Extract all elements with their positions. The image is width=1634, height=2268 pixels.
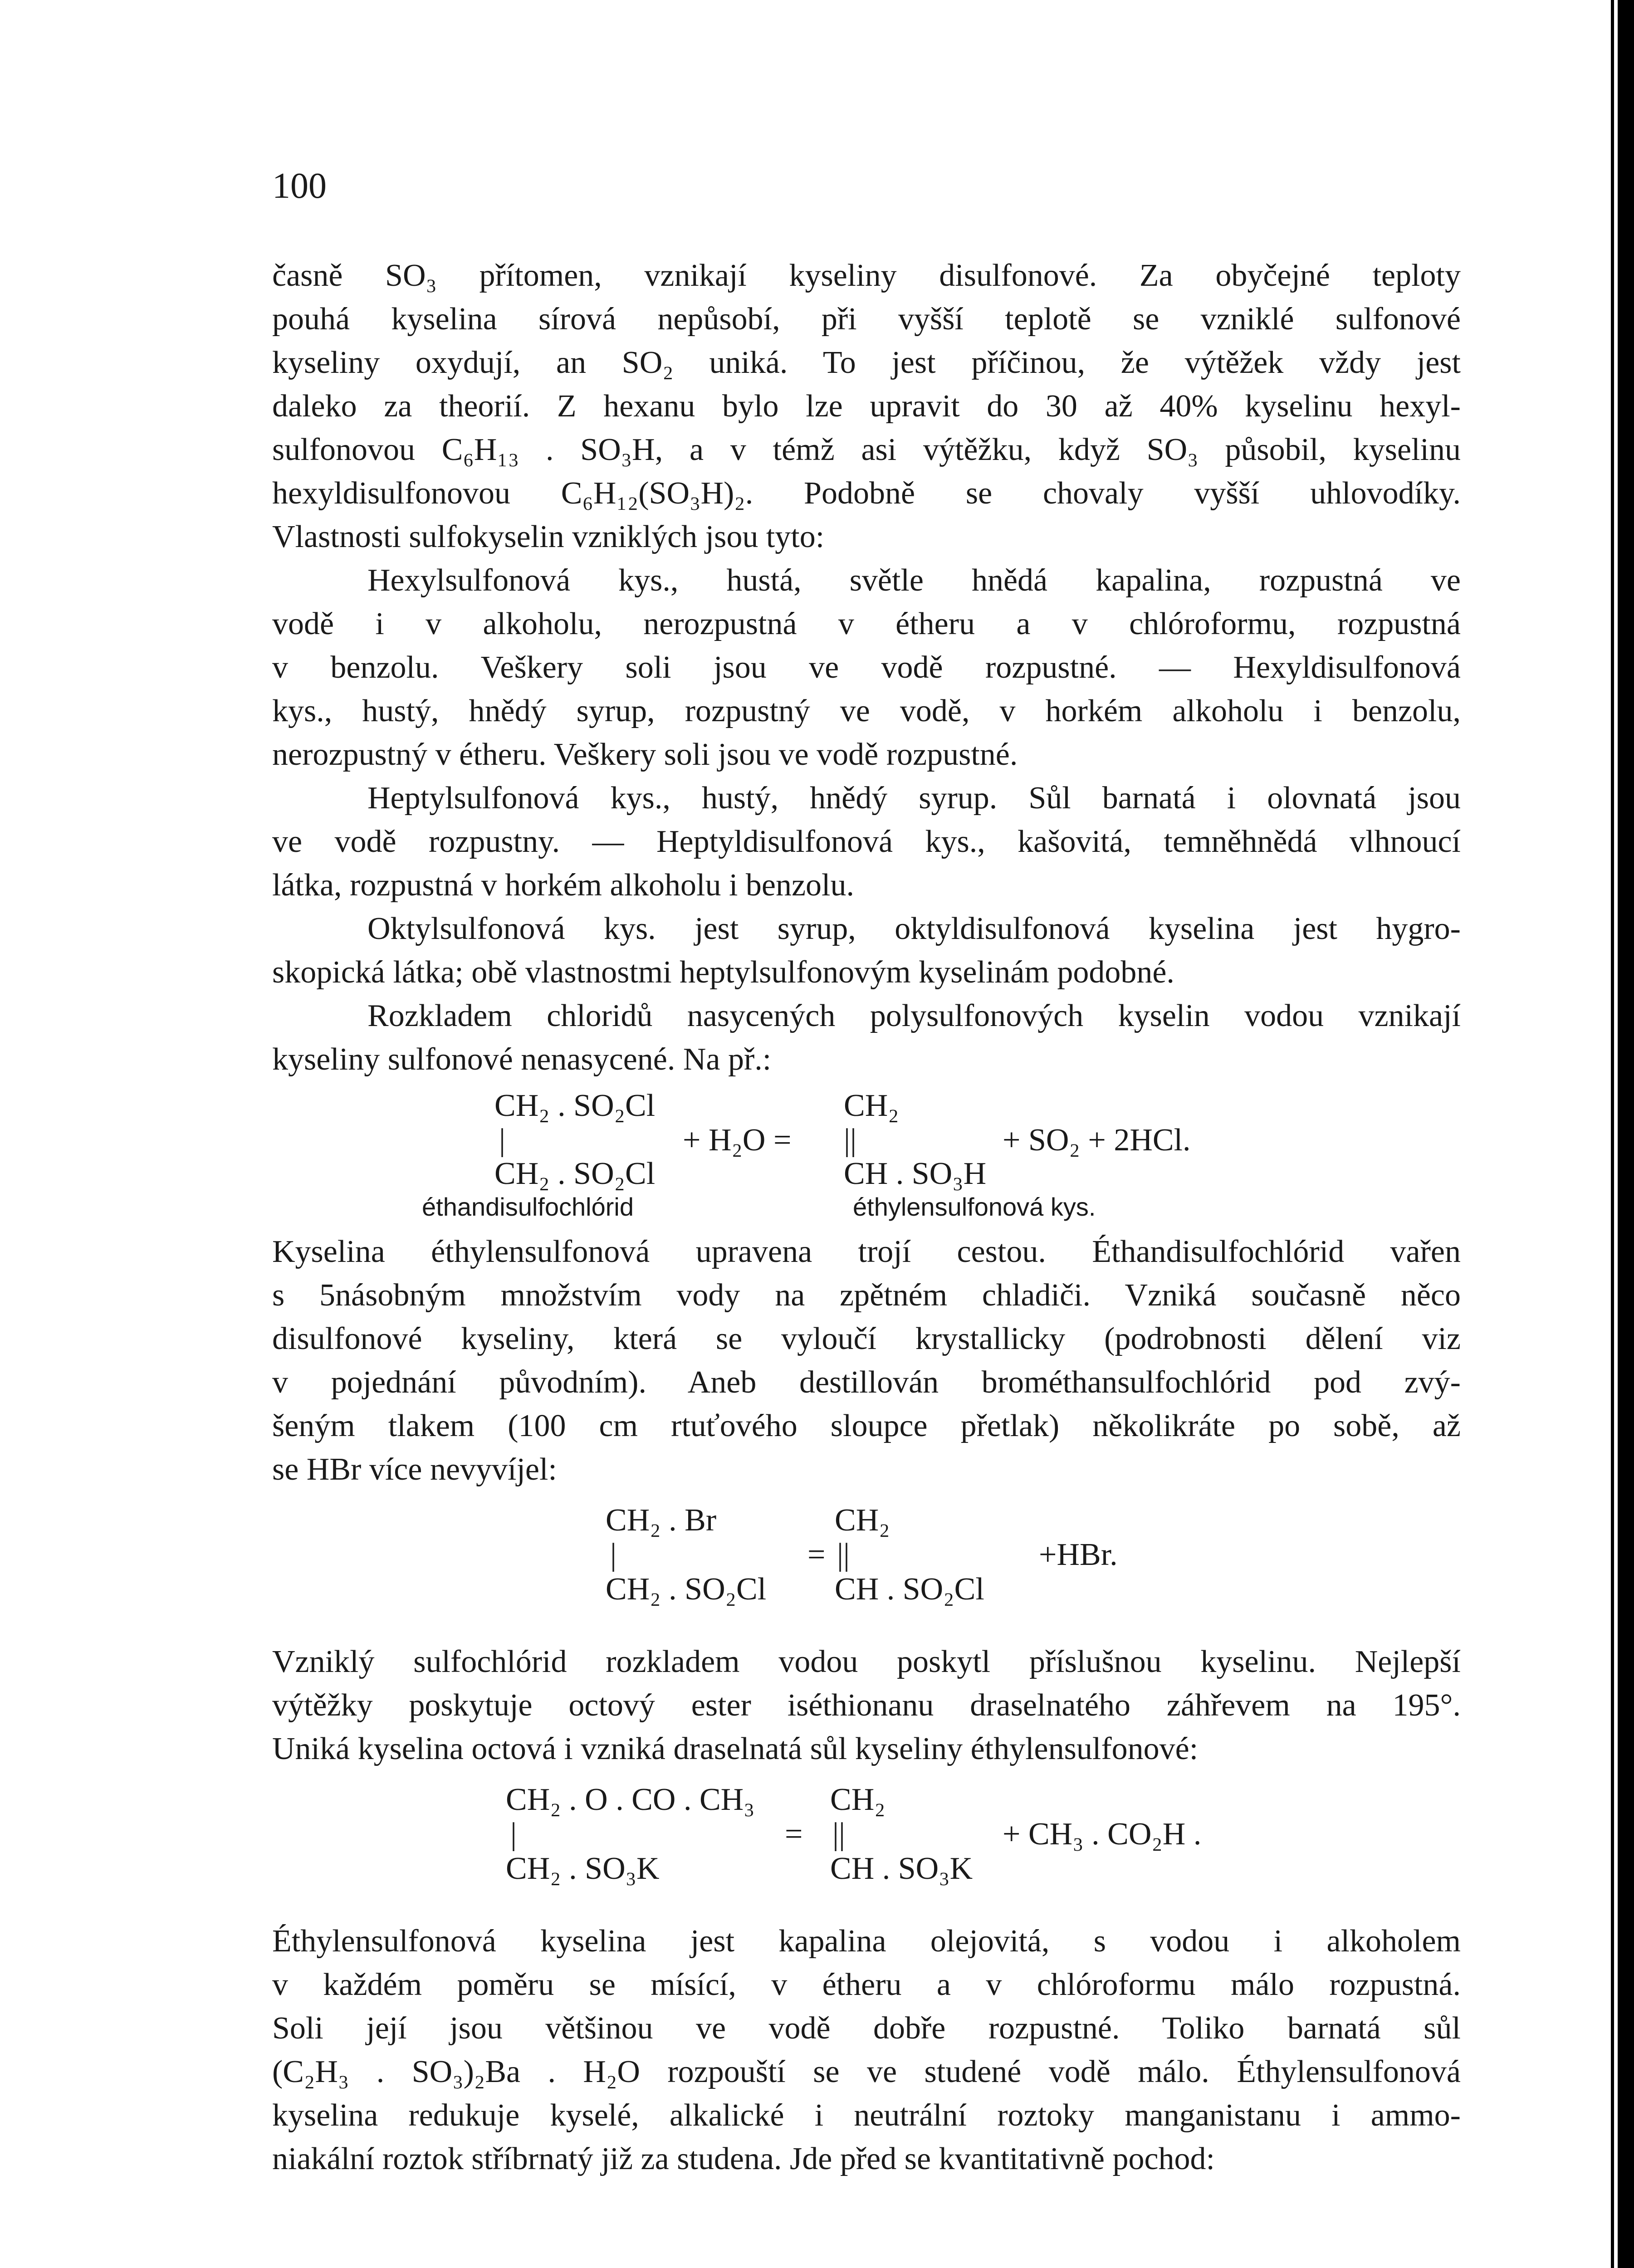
text-line: kyseliny oxydují, an SO₂ uniká. To jest příčinou, že výtěžek vždy jest: [272, 345, 1461, 380]
text-line: výtěžky poskytuje octový ester iséthionanu draselnatého záhřevem na 195°.: [272, 1688, 1461, 1723]
text-line: daleko za theorií. Z hexanu bylo lze upravit do 30 až 40% kyselinu hexyl-: [272, 389, 1461, 424]
text-line: vodě i v alkoholu, nerozpustná v étheru a v chlóroformu, rozpustná: [272, 606, 1461, 641]
formula-isethionate: [272, 1777, 1461, 1913]
text-line: v každém poměru se mísící, v étheru a v chlóroformu málo rozpustná.: [272, 1967, 1461, 2002]
text-line: disulfonové kyseliny, která se vyloučí krystallicky (podrobnosti dělení viz: [272, 1321, 1461, 1356]
text-line: Kyselina éthylensulfonová upravena trojí cestou. Éthandisulfochlórid vařen: [272, 1234, 1461, 1269]
text-line: v pojednání původním). Aneb destillován brométhansulfochlórid pod zvý-: [272, 1365, 1461, 1400]
text-line: sulfonovou C₆H₁₃ . SO₃H, a v témž asi výtěžku, když SO₃ působil, kyselinu: [272, 432, 1461, 467]
formula-ethandisulfochlorid: [272, 1088, 1461, 1224]
text-line: šeným tlakem (100 cm rtuťového sloupce přetlak) několikráte po sobě, až: [272, 1408, 1461, 1443]
text-line: v benzolu. Veškery soli jsou ve vodě rozpustné. — Hexyldisulfonová: [272, 650, 1461, 685]
text-line: kyseliny sulfonové nenasycené. Na př.:: [272, 1042, 772, 1077]
text-line: Rozkladem chloridů nasycených polysulfonových kyselin vodou vznikají: [367, 998, 1461, 1033]
formula-3-reactant-bottom: CH₂ . SO₃K: [506, 1851, 660, 1886]
page-body: [272, 254, 1461, 2181]
formula-1-bond-left: |: [499, 1123, 506, 1158]
formula-1-bond-right: ||: [844, 1123, 857, 1158]
text-line: Soli její jsou většinou ve vodě dobře rozpustné. Toliko barnatá sůl: [272, 2011, 1461, 2046]
text-line: nerozpustný v étheru. Veškery soli jsou ve vodě rozpustné.: [272, 737, 1018, 772]
text-line: kys., hustý, hnědý syrup, rozpustný ve vodě, v horkém alkoholu i benzolu,: [272, 694, 1461, 728]
formula-2-product-bottom: CH . SO₂Cl: [835, 1572, 984, 1607]
text-line: Hexylsulfonová kys., hustá, světle hnědá kapalina, rozpustná ve: [367, 563, 1461, 598]
formula-3-equals: =: [785, 1817, 803, 1852]
text-line: Heptylsulfonová kys., hustý, hnědý syrup. Sůl barnatá i olovnatá jsou: [367, 781, 1461, 816]
page-number: 100: [272, 166, 327, 206]
text-line: se HBr více nevyvíjel:: [272, 1452, 557, 1487]
text-line: Vlastnosti sulfokyselin vzniklých jsou tyto:: [272, 519, 825, 554]
text-line: hexyldisulfonovou C₆H₁₂(SO₃H)₂. Podobně se chovaly vyšší uhlovodíky.: [272, 476, 1461, 511]
formula-2-bond-left: |: [610, 1537, 617, 1572]
formula-2-equals: =: [807, 1537, 826, 1572]
formula-3-reactant-top: CH₂ . O . CO . CH₃: [506, 1782, 755, 1817]
formula-2-byproducts: +HBr.: [1039, 1537, 1118, 1572]
text-line: časně SO₃ přítomen, vznikají kyseliny disulfonové. Za obyčejné teploty: [272, 258, 1461, 293]
scan-edge-bar: [1618, 0, 1634, 2268]
formula-3-bond-right: ||: [832, 1817, 846, 1852]
formula-3-product-top: CH₂: [830, 1782, 885, 1817]
text-line: Vzniklý sulfochlórid rozkladem vodou poskytl příslušnou kyselinu. Nejlepší: [272, 1644, 1461, 1679]
formula-1-caption-left: éthandisulfochlórid: [422, 1193, 634, 1221]
formula-2-reactant-bottom: CH₂ . SO₂Cl: [606, 1572, 767, 1607]
text-line: látka, rozpustná v horkém alkoholu i benzolu.: [272, 868, 855, 903]
paragraph-block-preparation: [272, 1230, 1461, 1491]
text-line: kyselina redukuje kyselé, alkalické i neutrální roztoky manganistanu i ammo-: [272, 2098, 1461, 2133]
text-line: Éthylensulfonová kyselina jest kapalina olejovitá, s vodou i alkoholem: [272, 1924, 1461, 1959]
paragraph-block-properties: [272, 1920, 1461, 2181]
formula-2-product-top: CH₂: [835, 1503, 890, 1538]
formula-3-byproducts: + CH₃ . CO₂H .: [1003, 1817, 1202, 1852]
formula-1-product-bottom: CH . SO₃H: [844, 1156, 987, 1191]
text-line: s 5násobným množstvím vody na zpětném chladiči. Vzniká současně něco: [272, 1278, 1461, 1313]
scan-edge-line: [1611, 0, 1614, 2268]
formula-1-byproducts: + SO₂ + 2HCl.: [1003, 1123, 1191, 1158]
formula-1-caption-right: éthylensulfonová kys.: [853, 1193, 1096, 1221]
formula-2-bond-right: ||: [837, 1537, 850, 1572]
text-line: ve vodě rozpustny. — Heptyldisulfonová kys., kašovitá, temněhnědá vlhnoucí: [272, 824, 1461, 859]
paragraph-block-intro: [272, 254, 1461, 1081]
formula-1-water-term: + H₂O =: [683, 1123, 792, 1158]
text-line: (C₂H₃ . SO₃)₂Ba . H₂O rozpouští se ve studené vodě málo. Éthylensulfonová: [272, 2054, 1461, 2089]
text-line: Uniká kyselina octová i vzniká draselnatá sůl kyseliny éthylensulfonové:: [272, 1731, 1199, 1766]
text-line: niakální roztok stříbrnatý již za studena. Jde před se kvantitativně pochod:: [272, 2141, 1215, 2176]
formula-1-reactant-bottom: CH₂ . SO₂Cl: [494, 1156, 656, 1191]
formula-3-product-bottom: CH . SO₃K: [830, 1851, 973, 1886]
text-line: pouhá kyselina sírová nepůsobí, při vyšší teplotě se vzniklé sulfonové: [272, 302, 1461, 337]
formula-1-product-top: CH₂: [844, 1088, 899, 1123]
paragraph-block-isethionate: [272, 1640, 1461, 1771]
formula-3-bond-left: |: [510, 1817, 517, 1852]
formula-2-reactant-top: CH₂ . Br: [606, 1503, 717, 1538]
formula-bromethansulfochlorid: [272, 1498, 1461, 1634]
text-line: skopická látka; obě vlastnostmi heptylsulfonovým kyselinám podobné.: [272, 955, 1174, 990]
formula-1-reactant-top: CH₂ . SO₂Cl: [494, 1088, 656, 1123]
text-line: Oktylsulfonová kys. jest syrup, oktyldisulfonová kyselina jest hygro-: [367, 911, 1461, 946]
